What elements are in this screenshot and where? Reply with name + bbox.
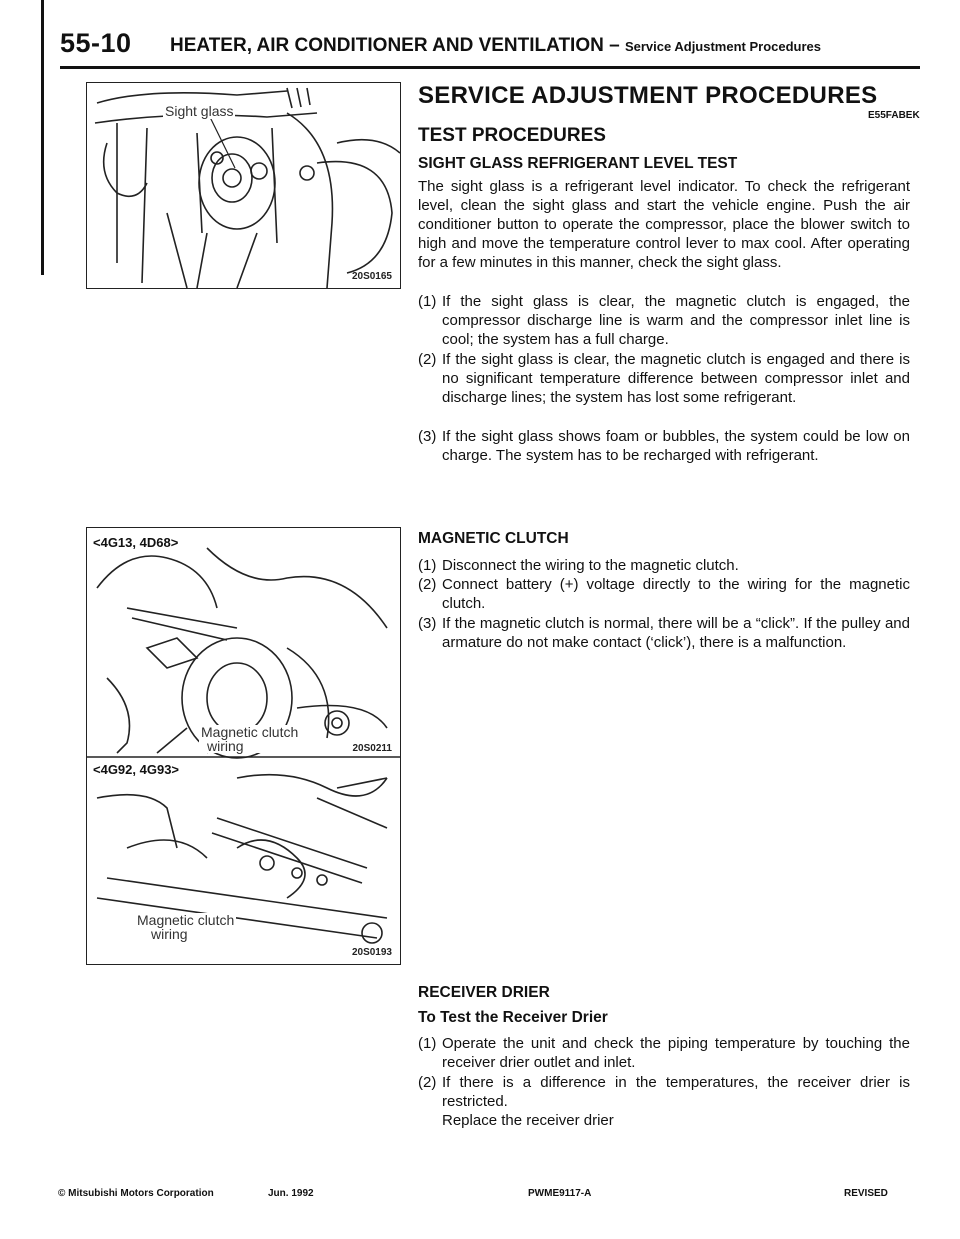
item-text: Operate the unit and check the piping temperature by touching the receiver drier outlet and inlet. <box>442 1035 910 1071</box>
page-header <box>60 28 920 68</box>
item-number: (1) <box>418 1035 437 1052</box>
figure-magnetic-clutch <box>86 527 401 965</box>
clutch-label-1-line1: Magnetic clutch <box>201 724 299 740</box>
page-number: 55-10 <box>60 28 132 58</box>
sight-glass-heading: SIGHT GLASS REFRIGERANT LEVEL TEST <box>418 155 738 172</box>
item-number: (2) <box>418 1074 437 1091</box>
footer-status: REVISED <box>844 1188 888 1199</box>
clutch-label-2-line2: wiring <box>151 926 188 942</box>
item-text-main: If there is a difference in the temperatures, the receiver drier is restricted. <box>442 1074 910 1110</box>
item-number: (2) <box>418 576 437 593</box>
item-text: If the sight glass is clear, the magnetic clutch is engaged, the compressor discharge line is warm and the compressor inlet line is cool; the system has a full charge. <box>442 293 910 348</box>
chapter-subtitle: Service Adjustment Procedures <box>624 39 822 54</box>
footer-copyright: © Mitsubishi Motors Corporation <box>58 1188 214 1199</box>
item-text: If the sight glass is clear, the magnetic clutch is engaged and there is no significant temperature difference between compressor inlet and discharge lines; the system has lost some refrigerant. <box>442 351 910 406</box>
magnetic-clutch-heading: MAGNETIC CLUTCH <box>418 530 569 547</box>
test-procedures-heading: TEST PROCEDURES <box>418 125 606 146</box>
clutch-label-1 <box>199 725 300 753</box>
chapter-title <box>170 35 821 57</box>
item-text: If the sight glass shows foam or bubbles, the system could be low on charge. The system has to be recharged with refrigerant. <box>442 428 910 464</box>
title-dash: – <box>609 35 620 56</box>
figure-sight-glass <box>86 82 401 289</box>
sight-glass-illustration <box>87 83 400 288</box>
item-text: Disconnect the wiring to the magnetic clutch. <box>442 557 739 574</box>
item-number: (3) <box>418 428 437 445</box>
footer-date: Jun. 1992 <box>268 1188 314 1199</box>
clutch-label-2 <box>135 913 236 941</box>
sight-glass-label: Sight glass <box>165 103 234 119</box>
figure-code: 20S0165 <box>351 271 392 282</box>
item-number: (3) <box>418 615 437 632</box>
footer-doc-id: PWME9117-A <box>528 1188 592 1199</box>
item-text-extra: Replace the receiver drier <box>442 1112 614 1129</box>
clutch-label-2-line1: Magnetic clutch <box>137 912 235 928</box>
item-text: If the magnetic clutch is normal, there will be a “click”. If the pulley and armature do not make contact (‘click’), there is a malfunction. <box>442 615 910 651</box>
receiver-drier-subheading: To Test the Receiver Drier <box>418 1009 608 1026</box>
clutch-label-1-line2: wiring <box>207 738 244 754</box>
sight-glass-intro: The sight glass is a refrigerant level indicator. To check the refrigerant level, clean the sight glass and start the vehicle engine. Push the air conditioner button to operate the compressor, place the blower switch to high and move the temperature control lever to max cool. After operating for a few minutes in this manner, check the sight glass. <box>418 178 910 271</box>
chapter-title-text: HEATER, AIR CONDITIONER AND VENTILATION <box>170 35 604 56</box>
receiver-drier-heading: RECEIVER DRIER <box>418 984 550 1001</box>
section-code: E55FABEK <box>868 110 920 121</box>
item-text: Connect battery (+) voltage directly to the wiring for the magnetic clutch. <box>442 576 910 612</box>
engine-caption: <4G13, 4D68> <box>93 535 179 550</box>
item-number: (2) <box>418 351 437 368</box>
margin-bar <box>41 0 44 275</box>
figure-code-2: 20S0211 <box>352 743 392 754</box>
section-title: SERVICE ADJUSTMENT PROCEDURES <box>418 82 878 109</box>
figure-code-3: 20S0193 <box>351 947 392 958</box>
header-rule <box>60 66 920 69</box>
item-number: (1) <box>418 557 437 574</box>
item-text <box>442 1073 910 1130</box>
engine-caption-2: <4G92, 4G93> <box>93 762 180 777</box>
item-number: (1) <box>418 293 437 310</box>
